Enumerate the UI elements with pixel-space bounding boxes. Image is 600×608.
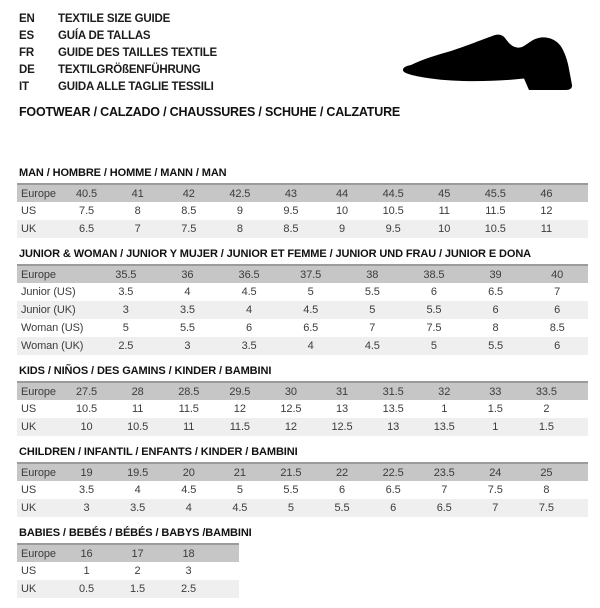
size-value-cell: 13 bbox=[335, 403, 349, 415]
size-value-cell: 21 bbox=[233, 466, 246, 479]
spacer-cell bbox=[572, 481, 588, 499]
row-label: UK bbox=[21, 502, 37, 514]
language-guide-title: TEXTILGRÖßENFÜHRUNG bbox=[58, 64, 201, 76]
size-value-cell: 5.5 bbox=[364, 286, 380, 298]
size-value-cell: 6 bbox=[554, 304, 561, 316]
size-value-cell: 36.5 bbox=[238, 268, 260, 281]
row-label: Europe bbox=[21, 547, 56, 560]
size-value-cell: 12.5 bbox=[331, 421, 353, 433]
spacer-cell bbox=[572, 418, 588, 436]
size-value-cell: 33.5 bbox=[535, 385, 557, 398]
language-code: ES bbox=[19, 30, 34, 42]
table-row bbox=[17, 220, 588, 238]
row-label: Woman (UK) bbox=[21, 340, 84, 352]
size-table-babies bbox=[17, 543, 239, 598]
size-value-cell: 8 bbox=[492, 322, 499, 334]
size-value-cell: 40 bbox=[551, 268, 564, 281]
row-label: US bbox=[21, 565, 37, 577]
size-value-cell: 39 bbox=[489, 268, 502, 281]
row-label: US bbox=[21, 403, 37, 415]
size-value-cell: 8.5 bbox=[181, 205, 197, 217]
language-guide-title: TEXTILE SIZE GUIDE bbox=[58, 13, 171, 25]
size-value-cell: 4.5 bbox=[181, 484, 197, 496]
language-row bbox=[19, 11, 217, 28]
size-value-cell: 22 bbox=[335, 466, 349, 479]
size-value-cell: 11 bbox=[438, 205, 450, 217]
language-code: FR bbox=[19, 47, 34, 59]
row-label: US bbox=[21, 484, 37, 496]
size-value-cell: 13.5 bbox=[433, 421, 455, 433]
size-value-cell: 0.5 bbox=[79, 583, 94, 595]
size-value-cell: 7.5 bbox=[426, 322, 442, 334]
size-value-cell: 3 bbox=[184, 340, 191, 352]
size-value-cell: 44 bbox=[335, 187, 349, 200]
size-value-cell: 13 bbox=[387, 421, 400, 433]
size-value-cell: 5.5 bbox=[334, 502, 350, 514]
spacer-cell bbox=[572, 463, 588, 481]
size-value-cell: 10.5 bbox=[127, 421, 149, 433]
size-value-cell: 6 bbox=[492, 304, 499, 316]
language-code: IT bbox=[19, 81, 29, 93]
size-table-title: BABIES / BEBÉS / BÉBÉS / BABYS /BAMBINI bbox=[19, 527, 252, 539]
size-table-man bbox=[17, 183, 588, 238]
spacer-cell bbox=[572, 499, 588, 517]
spacer-cell bbox=[572, 184, 588, 202]
table-row bbox=[17, 580, 239, 598]
size-value-cell: 19 bbox=[80, 466, 93, 479]
size-value-cell: 10.5 bbox=[382, 205, 404, 217]
table-row bbox=[17, 463, 588, 481]
size-value-cell: 21.5 bbox=[280, 466, 302, 479]
category-line: FOOTWEAR / CALZADO / CHAUSSURES / SCHUHE / CALZATURE bbox=[19, 105, 401, 119]
table-row bbox=[17, 265, 588, 283]
size-value-cell: 7 bbox=[441, 484, 448, 496]
language-guide-title: GUIDE DES TAILLES TEXTILE bbox=[58, 47, 217, 59]
size-value-cell: 31 bbox=[335, 385, 349, 398]
row-label: Junior (UK) bbox=[21, 304, 76, 316]
size-value-cell: 45.5 bbox=[484, 187, 506, 200]
size-value-cell: 31.5 bbox=[382, 385, 404, 398]
size-value-cell: 4 bbox=[184, 286, 191, 298]
size-value-cell: 9.5 bbox=[385, 223, 401, 235]
size-value-cell: 7.5 bbox=[487, 484, 503, 496]
size-value-cell: 38 bbox=[366, 268, 379, 281]
table-row bbox=[17, 499, 588, 517]
size-value-cell: 5.5 bbox=[426, 304, 442, 316]
table-row bbox=[17, 544, 239, 562]
row-label: Europe bbox=[21, 268, 56, 281]
size-value-cell: 7.5 bbox=[181, 223, 197, 235]
size-table-title: CHILDREN / INFANTIL / ENFANTS / KINDER / BAMBINI bbox=[19, 446, 298, 458]
size-value-cell: 28 bbox=[131, 385, 144, 398]
size-value-cell: 3 bbox=[185, 565, 192, 577]
size-value-cell: 7.5 bbox=[538, 502, 554, 514]
spacer-cell bbox=[572, 220, 588, 238]
size-value-cell: 6 bbox=[246, 322, 253, 334]
size-value-cell: 5.5 bbox=[179, 322, 195, 334]
row-label: US bbox=[21, 205, 37, 217]
language-row bbox=[19, 28, 217, 45]
size-value-cell: 4.5 bbox=[303, 304, 319, 316]
size-value-cell: 10 bbox=[80, 421, 93, 433]
table-row bbox=[17, 301, 588, 319]
size-value-cell: 5 bbox=[307, 286, 314, 298]
size-value-cell: 6.5 bbox=[385, 484, 401, 496]
row-label: Junior (US) bbox=[21, 286, 76, 298]
size-value-cell: 8 bbox=[134, 205, 141, 217]
size-value-cell: 6.5 bbox=[488, 286, 504, 298]
size-value-cell: 6 bbox=[339, 484, 346, 496]
size-table-kids bbox=[17, 381, 588, 436]
size-value-cell: 11 bbox=[183, 421, 195, 433]
table-row bbox=[17, 184, 588, 202]
table-row bbox=[17, 202, 588, 220]
size-section-man bbox=[17, 167, 588, 238]
size-value-cell: 6.5 bbox=[79, 223, 95, 235]
size-value-cell: 10 bbox=[335, 205, 349, 217]
language-row bbox=[19, 79, 217, 96]
row-label: Europe bbox=[21, 385, 56, 398]
table-row bbox=[17, 283, 588, 301]
size-value-cell: 1.5 bbox=[487, 403, 503, 415]
size-value-cell: 6.5 bbox=[303, 322, 319, 334]
size-value-cell: 3.5 bbox=[241, 340, 257, 352]
size-value-cell: 1 bbox=[83, 565, 90, 577]
spacer-cell bbox=[572, 400, 588, 418]
size-value-cell: 7 bbox=[554, 286, 561, 298]
size-value-cell: 10.5 bbox=[484, 223, 506, 235]
size-value-cell: 27.5 bbox=[76, 385, 98, 398]
size-value-cell: 12 bbox=[284, 421, 297, 433]
size-value-cell: 17 bbox=[131, 547, 144, 560]
size-value-cell: 1 bbox=[441, 403, 448, 415]
size-value-cell: 33 bbox=[489, 385, 502, 398]
size-value-cell: 41 bbox=[131, 187, 144, 200]
row-label: UK bbox=[21, 583, 37, 595]
size-table-children bbox=[17, 462, 588, 517]
size-value-cell: 5 bbox=[236, 484, 243, 496]
size-table-title: JUNIOR & WOMAN / JUNIOR Y MUJER / JUNIOR ET FEMME / JUNIOR UND FRAU / JUNIOR E DONA bbox=[19, 248, 532, 260]
spacer-cell bbox=[214, 580, 239, 598]
size-value-cell: 4 bbox=[307, 340, 314, 352]
row-label: Europe bbox=[21, 187, 56, 200]
size-section-junior-woman bbox=[17, 248, 588, 355]
table-row bbox=[17, 400, 588, 418]
size-value-cell: 13.5 bbox=[382, 403, 404, 415]
table-row bbox=[17, 382, 588, 400]
row-label: UK bbox=[21, 223, 37, 235]
language-code: EN bbox=[19, 13, 35, 25]
size-value-cell: 6 bbox=[390, 502, 397, 514]
row-label: UK bbox=[21, 421, 37, 433]
size-value-cell: 4 bbox=[246, 304, 253, 316]
size-table-junior-woman bbox=[17, 264, 588, 355]
size-value-cell: 9 bbox=[339, 223, 346, 235]
size-value-cell: 1.5 bbox=[538, 421, 554, 433]
size-value-cell: 3 bbox=[122, 304, 129, 316]
size-value-cell: 7 bbox=[492, 502, 499, 514]
size-value-cell: 3.5 bbox=[79, 484, 95, 496]
size-value-cell: 10.5 bbox=[76, 403, 98, 415]
spacer-cell bbox=[572, 202, 588, 220]
table-row bbox=[17, 562, 239, 580]
language-header-block bbox=[19, 11, 217, 96]
size-value-cell: 4.5 bbox=[241, 286, 257, 298]
size-value-cell: 18 bbox=[182, 547, 195, 560]
size-value-cell: 29.5 bbox=[229, 385, 251, 398]
size-value-cell: 3.5 bbox=[130, 502, 146, 514]
size-value-cell: 2 bbox=[543, 403, 550, 415]
language-code: DE bbox=[19, 64, 35, 76]
size-value-cell: 7 bbox=[134, 223, 141, 235]
size-value-cell: 35.5 bbox=[115, 268, 137, 281]
size-value-cell: 11 bbox=[132, 403, 144, 415]
size-value-cell: 5 bbox=[287, 502, 294, 514]
size-value-cell: 5.5 bbox=[488, 340, 504, 352]
size-section-kids bbox=[17, 365, 588, 436]
table-row bbox=[17, 319, 588, 337]
size-value-cell: 12 bbox=[233, 403, 246, 415]
size-table-title: KIDS / NIÑOS / DES GAMINS / KINDER / BAMBINI bbox=[19, 365, 272, 377]
size-value-cell: 45 bbox=[438, 187, 451, 200]
size-value-cell: 11.5 bbox=[485, 205, 506, 217]
size-value-cell: 7.5 bbox=[79, 205, 95, 217]
size-value-cell: 9 bbox=[236, 205, 243, 217]
size-value-cell: 8.5 bbox=[283, 223, 299, 235]
size-value-cell: 3.5 bbox=[179, 304, 195, 316]
table-row bbox=[17, 337, 588, 355]
size-value-cell: 19.5 bbox=[127, 466, 149, 479]
size-value-cell: 4.5 bbox=[364, 340, 380, 352]
table-row bbox=[17, 481, 588, 499]
spacer-cell bbox=[572, 382, 588, 400]
size-value-cell: 10 bbox=[438, 223, 451, 235]
size-value-cell: 7 bbox=[369, 322, 376, 334]
size-value-cell: 30 bbox=[284, 385, 297, 398]
size-value-cell: 8.5 bbox=[549, 322, 565, 334]
size-value-cell: 6.5 bbox=[436, 502, 452, 514]
table-row bbox=[17, 418, 588, 436]
size-value-cell: 44.5 bbox=[382, 187, 404, 200]
size-value-cell: 2.5 bbox=[181, 583, 196, 595]
language-row bbox=[19, 45, 217, 62]
size-value-cell: 4 bbox=[185, 502, 192, 514]
size-value-cell: 11.5 bbox=[178, 403, 199, 415]
size-tables-area bbox=[17, 167, 588, 608]
size-value-cell: 8 bbox=[236, 223, 243, 235]
size-value-cell: 11.5 bbox=[229, 421, 250, 433]
size-value-cell: 5.5 bbox=[283, 484, 299, 496]
size-table-title: MAN / HOMBRE / HOMME / MANN / MAN bbox=[19, 167, 227, 179]
size-value-cell: 1 bbox=[492, 421, 499, 433]
size-value-cell: 5 bbox=[369, 304, 376, 316]
size-value-cell: 46 bbox=[540, 187, 553, 200]
size-section-babies bbox=[17, 527, 588, 598]
size-value-cell: 42 bbox=[182, 187, 195, 200]
row-label: Woman (US) bbox=[21, 322, 84, 334]
size-value-cell: 12 bbox=[540, 205, 553, 217]
size-value-cell: 2.5 bbox=[118, 340, 134, 352]
size-value-cell: 5 bbox=[122, 322, 129, 334]
size-value-cell: 6 bbox=[554, 340, 561, 352]
size-value-cell: 36 bbox=[181, 268, 194, 281]
size-value-cell: 20 bbox=[182, 466, 195, 479]
size-value-cell: 37.5 bbox=[300, 268, 322, 281]
size-value-cell: 2 bbox=[134, 565, 141, 577]
size-value-cell: 1.5 bbox=[130, 583, 145, 595]
size-value-cell: 9.5 bbox=[283, 205, 299, 217]
language-row bbox=[19, 62, 217, 79]
row-label: Europe bbox=[21, 466, 56, 479]
size-value-cell: 12.5 bbox=[280, 403, 302, 415]
size-value-cell: 43 bbox=[284, 187, 297, 200]
size-value-cell: 42.5 bbox=[229, 187, 251, 200]
size-value-cell: 8 bbox=[543, 484, 550, 496]
size-value-cell: 23.5 bbox=[433, 466, 455, 479]
size-value-cell: 3 bbox=[83, 502, 90, 514]
size-value-cell: 25 bbox=[540, 466, 553, 479]
size-value-cell: 6 bbox=[430, 286, 437, 298]
spacer-cell bbox=[214, 562, 239, 580]
size-value-cell: 28.5 bbox=[178, 385, 200, 398]
dress-shoe-icon bbox=[401, 33, 576, 93]
language-guide-title: GUÍA DE TALLAS bbox=[58, 30, 151, 42]
size-value-cell: 3.5 bbox=[118, 286, 134, 298]
size-value-cell: 24 bbox=[489, 466, 502, 479]
size-value-cell: 4.5 bbox=[232, 502, 248, 514]
size-value-cell: 11 bbox=[540, 223, 552, 235]
size-section-children bbox=[17, 446, 588, 517]
spacer-cell bbox=[214, 544, 239, 562]
language-guide-title: GUIDA ALLE TAGLIE TESSILI bbox=[58, 81, 214, 93]
size-value-cell: 5 bbox=[430, 340, 437, 352]
size-value-cell: 22.5 bbox=[382, 466, 404, 479]
size-value-cell: 40.5 bbox=[76, 187, 98, 200]
size-value-cell: 16 bbox=[80, 547, 93, 560]
size-value-cell: 32 bbox=[438, 385, 451, 398]
size-value-cell: 4 bbox=[134, 484, 141, 496]
size-value-cell: 38.5 bbox=[423, 268, 445, 281]
